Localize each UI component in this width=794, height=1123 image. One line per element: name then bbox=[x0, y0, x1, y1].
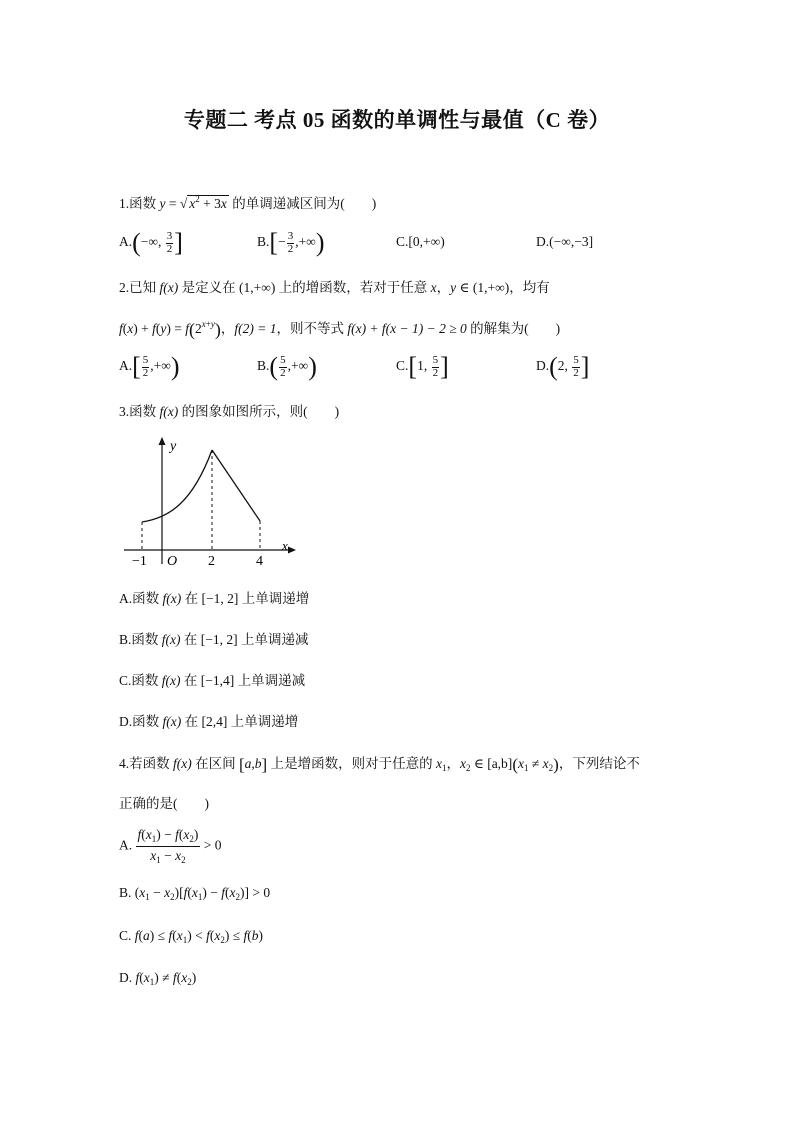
question-1-option-a[interactable]: A.(−∞, $\frac{3}{2}$ ] bbox=[119, 228, 183, 257]
question-2-option-b[interactable]: B.( $\frac{5}{2}$ ,+∞) bbox=[257, 352, 317, 381]
question-4-option-b[interactable]: B. $(x_1 - x_2)[f(x_1) - f(x_2)] > 0$ bbox=[119, 885, 271, 902]
tick-label-minus-1: −1 bbox=[132, 554, 147, 569]
tick-label-4: 4 bbox=[256, 554, 263, 569]
question-2-option-d[interactable]: D.(2, $\frac{5}{2}$ ] bbox=[536, 352, 590, 381]
question-3-option-c[interactable]: C.函数 f(x) 在 [−1,4] 上单调递减 bbox=[119, 673, 306, 688]
question-1-option-b[interactable]: B.[− $\frac{3}{2}$ ,+∞) bbox=[257, 228, 325, 257]
question-2-option-c[interactable]: C.[1, $\frac{5}{2}$ ] bbox=[396, 352, 449, 381]
question-3-option-b[interactable]: B.函数 f(x) 在 [−1, 2] 上单调递减 bbox=[119, 632, 309, 647]
x-axis-arrow bbox=[288, 547, 296, 554]
graph-line-decreasing bbox=[212, 450, 260, 521]
question-4-stem-line-1: 4.若函数 f(x) 在区间 [a,b] 上是增函数，则对于任意的 $x_1$，$x_2$ ∈ $[a,b](x_1 \ne x_2)$，下列结论不 bbox=[119, 754, 640, 774]
question-1-option-d[interactable]: D.(−∞,−3] bbox=[536, 234, 594, 249]
tick-label-2: 2 bbox=[208, 554, 215, 569]
question-3-option-d[interactable]: D.函数 f(x) 在 [2,4] 上单调递增 bbox=[119, 714, 299, 729]
question-3-stem: 3.函数 f(x) 的图象如图所示，则( ) bbox=[119, 404, 340, 419]
question-2-option-a[interactable]: A.[ $\frac{5}{2}$ ,+∞) bbox=[119, 352, 180, 381]
function-graph bbox=[120, 432, 305, 570]
question-2-stem-line-1: 2.已知 f(x) 是定义在 (1,+∞) 上的增函数，若对于任意 x，y ∈ (1,+∞)，均有 bbox=[119, 280, 550, 295]
question-1-option-c[interactable]: C.[0,+∞) bbox=[396, 234, 445, 249]
origin-label: O bbox=[167, 554, 178, 569]
graph-curve-increasing bbox=[142, 450, 212, 522]
question-1-stem: 1.函数 y = √ $x^2 + 3x$ 的单调递减区间为( ) bbox=[119, 194, 377, 211]
y-axis-arrow bbox=[159, 437, 166, 445]
question-4-stem-line-2: 正确的是( ) bbox=[119, 796, 209, 811]
page-title: 专题二 考点 05 函数的单调性与最值（C 卷） bbox=[183, 108, 611, 132]
question-4-option-d[interactable]: D. $f(x_1) \ne f(x_2)$ bbox=[119, 970, 197, 987]
question-2-stem-line-2: $f(x) + f(y) = f(2^{x+y})$，f(2) = 1，则不等式 f(x) + f(x − 1) − 2 ≥ 0 的解集为( ) bbox=[119, 319, 561, 340]
y-axis-label: y bbox=[170, 439, 177, 454]
question-4-option-c[interactable]: C. $f(a) \le f(x_1) < f(x_2) \le f(b)$ bbox=[119, 928, 263, 945]
question-3-option-a[interactable]: A.函数 f(x) 在 [−1, 2] 上单调递增 bbox=[119, 591, 310, 606]
x-axis-label: x bbox=[282, 538, 288, 553]
question-4-option-a[interactable]: A. $\frac{f(x_1) - f(x_2)}{x_1 - x_2}$ > 0 bbox=[119, 827, 222, 865]
